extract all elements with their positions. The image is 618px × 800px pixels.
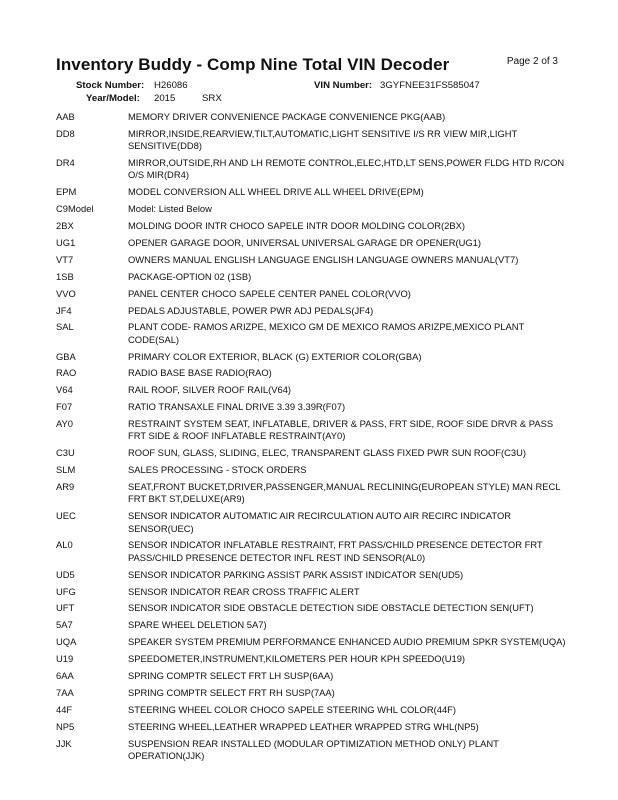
option-code-list xyxy=(56,111,566,767)
option-code: UFG xyxy=(56,585,76,597)
option-code-row xyxy=(56,704,566,716)
option-description: SPEAKER SYSTEM PREMIUM PERFORMANCE ENHANCED AUDIO PREMIUM SPKR SYSTEM(UQA) xyxy=(128,636,566,648)
option-code-row xyxy=(56,288,566,300)
option-description: OWNERS MANUAL ENGLISH LANGUAGE ENGLISH LANGUAGE OWNERS MANUAL(VT7) xyxy=(128,253,519,265)
option-code-row xyxy=(56,721,566,733)
option-code: AAB xyxy=(56,111,75,122)
option-code-row xyxy=(56,384,566,396)
option-description: SUSPENSION REAR INSTALLED (MODULAR OPTIMIZATION METHOD ONLY) PLANT OPERATION(JJK) xyxy=(128,737,499,761)
option-code: V64 xyxy=(56,384,73,396)
option-code-row xyxy=(56,128,566,153)
option-code: SAL xyxy=(56,321,74,333)
stock-number-label: Stock Number: xyxy=(76,80,145,91)
option-code: 7AA xyxy=(56,686,74,698)
option-code-row xyxy=(56,111,566,123)
option-description: SENSOR INDICATOR INFLATABLE RESTRAINT, FRT PASS/CHILD PRESENCE DETECTOR FRT PASS/CHILD PRESENCE DETECTOR INFL REST IND SENSOR(AL0) xyxy=(128,539,543,563)
option-code-row xyxy=(56,447,566,459)
option-code-row xyxy=(56,305,566,317)
option-code-row xyxy=(56,510,566,535)
year-value: 2015 xyxy=(154,93,176,104)
option-code: AY0 xyxy=(56,418,74,430)
option-description: SENSOR INDICATOR PARKING ASSIST PARK ASSIST INDICATOR SEN(UD5) xyxy=(128,568,464,580)
option-description: MOLDING DOOR INTR CHOCO SAPELE INTR DOOR MOLDING COLOR(2BX) xyxy=(128,220,466,232)
option-description: PLANT CODE- RAMOS ARIZPE, MEXICO GM DE MEXICO RAMOS ARIZPE,MEXICO PLANT CODE(SAL) xyxy=(128,321,525,345)
option-description: ROOF SUN, GLASS, SLIDING, ELEC, TRANSPARENT GLASS FIXED PWR SUN ROOF(C3U) xyxy=(128,447,526,459)
option-code: DR4 xyxy=(56,157,75,169)
option-code-row xyxy=(56,351,566,363)
option-code: SLM xyxy=(56,464,76,476)
option-code-row xyxy=(56,418,566,443)
option-code: GBA xyxy=(56,350,76,362)
option-description: SPEEDOMETER,INSTRUMENT,KILOMETERS PER HOUR KPH SPEEDO(U19) xyxy=(128,653,466,665)
option-code-row xyxy=(56,220,566,232)
option-description: SALES PROCESSING - STOCK ORDERS xyxy=(128,464,307,476)
vin-number-label: VIN Number: xyxy=(314,80,373,91)
option-code-row xyxy=(56,157,566,182)
option-description: PRIMARY COLOR EXTERIOR, BLACK (G) EXTERIOR COLOR(GBA) xyxy=(128,350,422,362)
option-code: C3U xyxy=(56,447,75,459)
option-code: JF4 xyxy=(56,304,72,316)
option-code: UQA xyxy=(56,636,77,648)
option-code-row xyxy=(56,670,566,682)
meta-row-stock-vin xyxy=(56,79,556,92)
option-description: SPRING COMPTR SELECT FRT LH SUSP(6AA) xyxy=(128,670,334,682)
option-code-row xyxy=(56,367,566,379)
option-code-row xyxy=(56,271,566,283)
option-code-row xyxy=(56,636,566,648)
stock-number-value: H26086 xyxy=(154,80,188,91)
option-code: DD8 xyxy=(56,127,75,139)
option-description: PACKAGE-OPTION 02 (1SB) xyxy=(128,270,252,282)
option-description: RADIO BASE BASE RADIO(RAO) xyxy=(128,367,272,379)
option-code: 44F xyxy=(56,703,73,715)
option-code: U19 xyxy=(56,653,74,665)
option-code-row xyxy=(56,186,566,198)
option-description: RESTRAINT SYSTEM SEAT, INFLATABLE, DRIVER & PASS, FRT SIDE, ROOF SIDE DRVR & PASS FRT SIDE & ROOF INFLATABLE RESTRAINT(AY0) xyxy=(128,418,554,442)
vehicle-meta xyxy=(56,79,556,105)
meta-row-year-model xyxy=(56,92,556,105)
option-code: 5A7 xyxy=(56,619,73,631)
option-code-row xyxy=(56,539,566,564)
option-code: AL0 xyxy=(56,539,73,551)
model-value: SRX xyxy=(202,93,222,104)
option-code: EPM xyxy=(56,186,77,198)
option-description: MODEL CONVERSION ALL WHEEL DRIVE ALL WHEEL DRIVE(EPM) xyxy=(128,186,424,198)
option-code: 6AA xyxy=(56,670,74,682)
option-description: SENSOR INDICATOR AUTOMATIC AIR RECIRCULATION AUTO AIR RECIRC INDICATOR SENSOR(UEC) xyxy=(128,510,512,534)
option-code: NP5 xyxy=(56,720,75,732)
option-code-row xyxy=(56,602,566,614)
year-model-label: Year/Model: xyxy=(86,93,140,104)
page-number: Page 2 of 3 xyxy=(506,56,558,67)
option-code-row xyxy=(56,586,566,598)
vin-number-value: 3GYFNEE31FS585047 xyxy=(380,80,480,91)
option-description: MEMORY DRIVER CONVENIENCE PACKAGE CONVENIENCE PKG(AAB) xyxy=(128,111,446,122)
document-title: Inventory Buddy - Comp Nine Total VIN Decoder xyxy=(56,55,450,74)
option-description: SENSOR INDICATOR SIDE OBSTACLE DETECTION SIDE OBSTACLE DETECTION SEN(UFT) xyxy=(128,602,534,614)
option-description: MIRROR,INSIDE,REARVIEW,TILT,AUTOMATIC,LIGHT SENSITIVE I/S RR VIEW MIR,LIGHT SENSITIVE(DD8) xyxy=(128,127,518,152)
option-description: Model: Listed Below xyxy=(128,203,212,215)
option-code: JJK xyxy=(56,737,72,749)
option-code: VT7 xyxy=(56,253,74,265)
option-code-row xyxy=(56,203,566,215)
option-description: PANEL CENTER CHOCO SAPELE CENTER PANEL COLOR(VVO) xyxy=(128,287,411,299)
option-description: STEERING WHEEL COLOR CHOCO SAPELE STEERING WHL COLOR(44F) xyxy=(128,703,457,715)
option-description: RAIL ROOF, SILVER ROOF RAIL(V64) xyxy=(128,384,292,396)
option-code-row xyxy=(56,481,566,506)
option-description: SENSOR INDICATOR REAR CROSS TRAFFIC ALERT xyxy=(128,585,360,597)
option-code-row xyxy=(56,653,566,665)
option-code: RAO xyxy=(56,367,77,379)
option-code: AR9 xyxy=(56,481,75,493)
option-description: RATIO TRANSAXLE FINAL DRIVE 3.39 3.39R(F07) xyxy=(128,401,346,413)
option-description: STEERING WHEEL,LEATHER WRAPPED LEATHER WRAPPED STRG WHL(NP5) xyxy=(128,720,479,732)
option-description: PEDALS ADJUSTABLE, POWER PWR ADJ PEDALS(JF4) xyxy=(128,304,374,316)
option-code: C9Model xyxy=(56,203,94,215)
option-description: SEAT,FRONT BUCKET,DRIVER,PASSENGER,MANUAL RECLINING(EUROPEAN STYLE) MAN RECL FRT BKT ST,DELUXE(AR9) xyxy=(128,481,561,505)
option-code-row xyxy=(56,687,566,699)
option-code-row xyxy=(56,464,566,476)
option-code: 1SB xyxy=(56,270,74,282)
option-code: F07 xyxy=(56,401,73,413)
option-description: SPRING COMPTR SELECT FRT RH SUSP(7AA) xyxy=(128,686,335,698)
option-code: UEC xyxy=(56,510,76,522)
option-code-row xyxy=(56,569,566,581)
option-code: UD5 xyxy=(56,568,75,580)
option-code: UG1 xyxy=(56,236,76,248)
option-code-row xyxy=(56,619,566,631)
option-code-row xyxy=(56,254,566,266)
option-code-row xyxy=(56,237,566,249)
option-code-row xyxy=(56,738,566,763)
option-code: 2BX xyxy=(56,220,74,232)
option-code-row xyxy=(56,401,566,413)
option-code: VVO xyxy=(56,287,76,299)
option-description: OPENER GARAGE DOOR, UNIVERSAL UNIVERSAL GARAGE DR OPENER(UG1) xyxy=(128,236,482,248)
option-code: UFT xyxy=(56,602,75,614)
option-code-row xyxy=(56,321,566,346)
option-description: SPARE WHEEL DELETION 5A7) xyxy=(128,619,267,631)
option-description: MIRROR,OUTSIDE,RH AND LH REMOTE CONTROL,ELEC,HTD,LT SENS,POWER FLDG HTD R/CON O/S MIR(DR4) xyxy=(128,157,565,181)
